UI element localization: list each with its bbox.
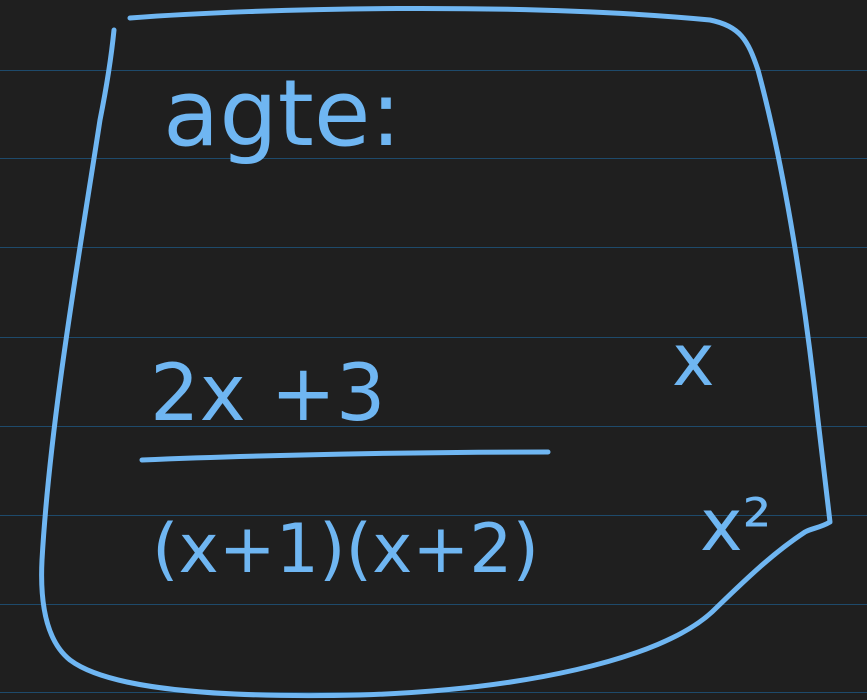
heading-text: agte: — [163, 60, 402, 167]
fraction-bar — [142, 452, 548, 460]
side-term-x-squared: x² — [700, 483, 772, 567]
fraction-numerator: 2x +3 — [150, 349, 386, 439]
side-term-x: x — [672, 318, 715, 402]
fraction-denominator: (x+1)(x+2) — [152, 510, 540, 589]
